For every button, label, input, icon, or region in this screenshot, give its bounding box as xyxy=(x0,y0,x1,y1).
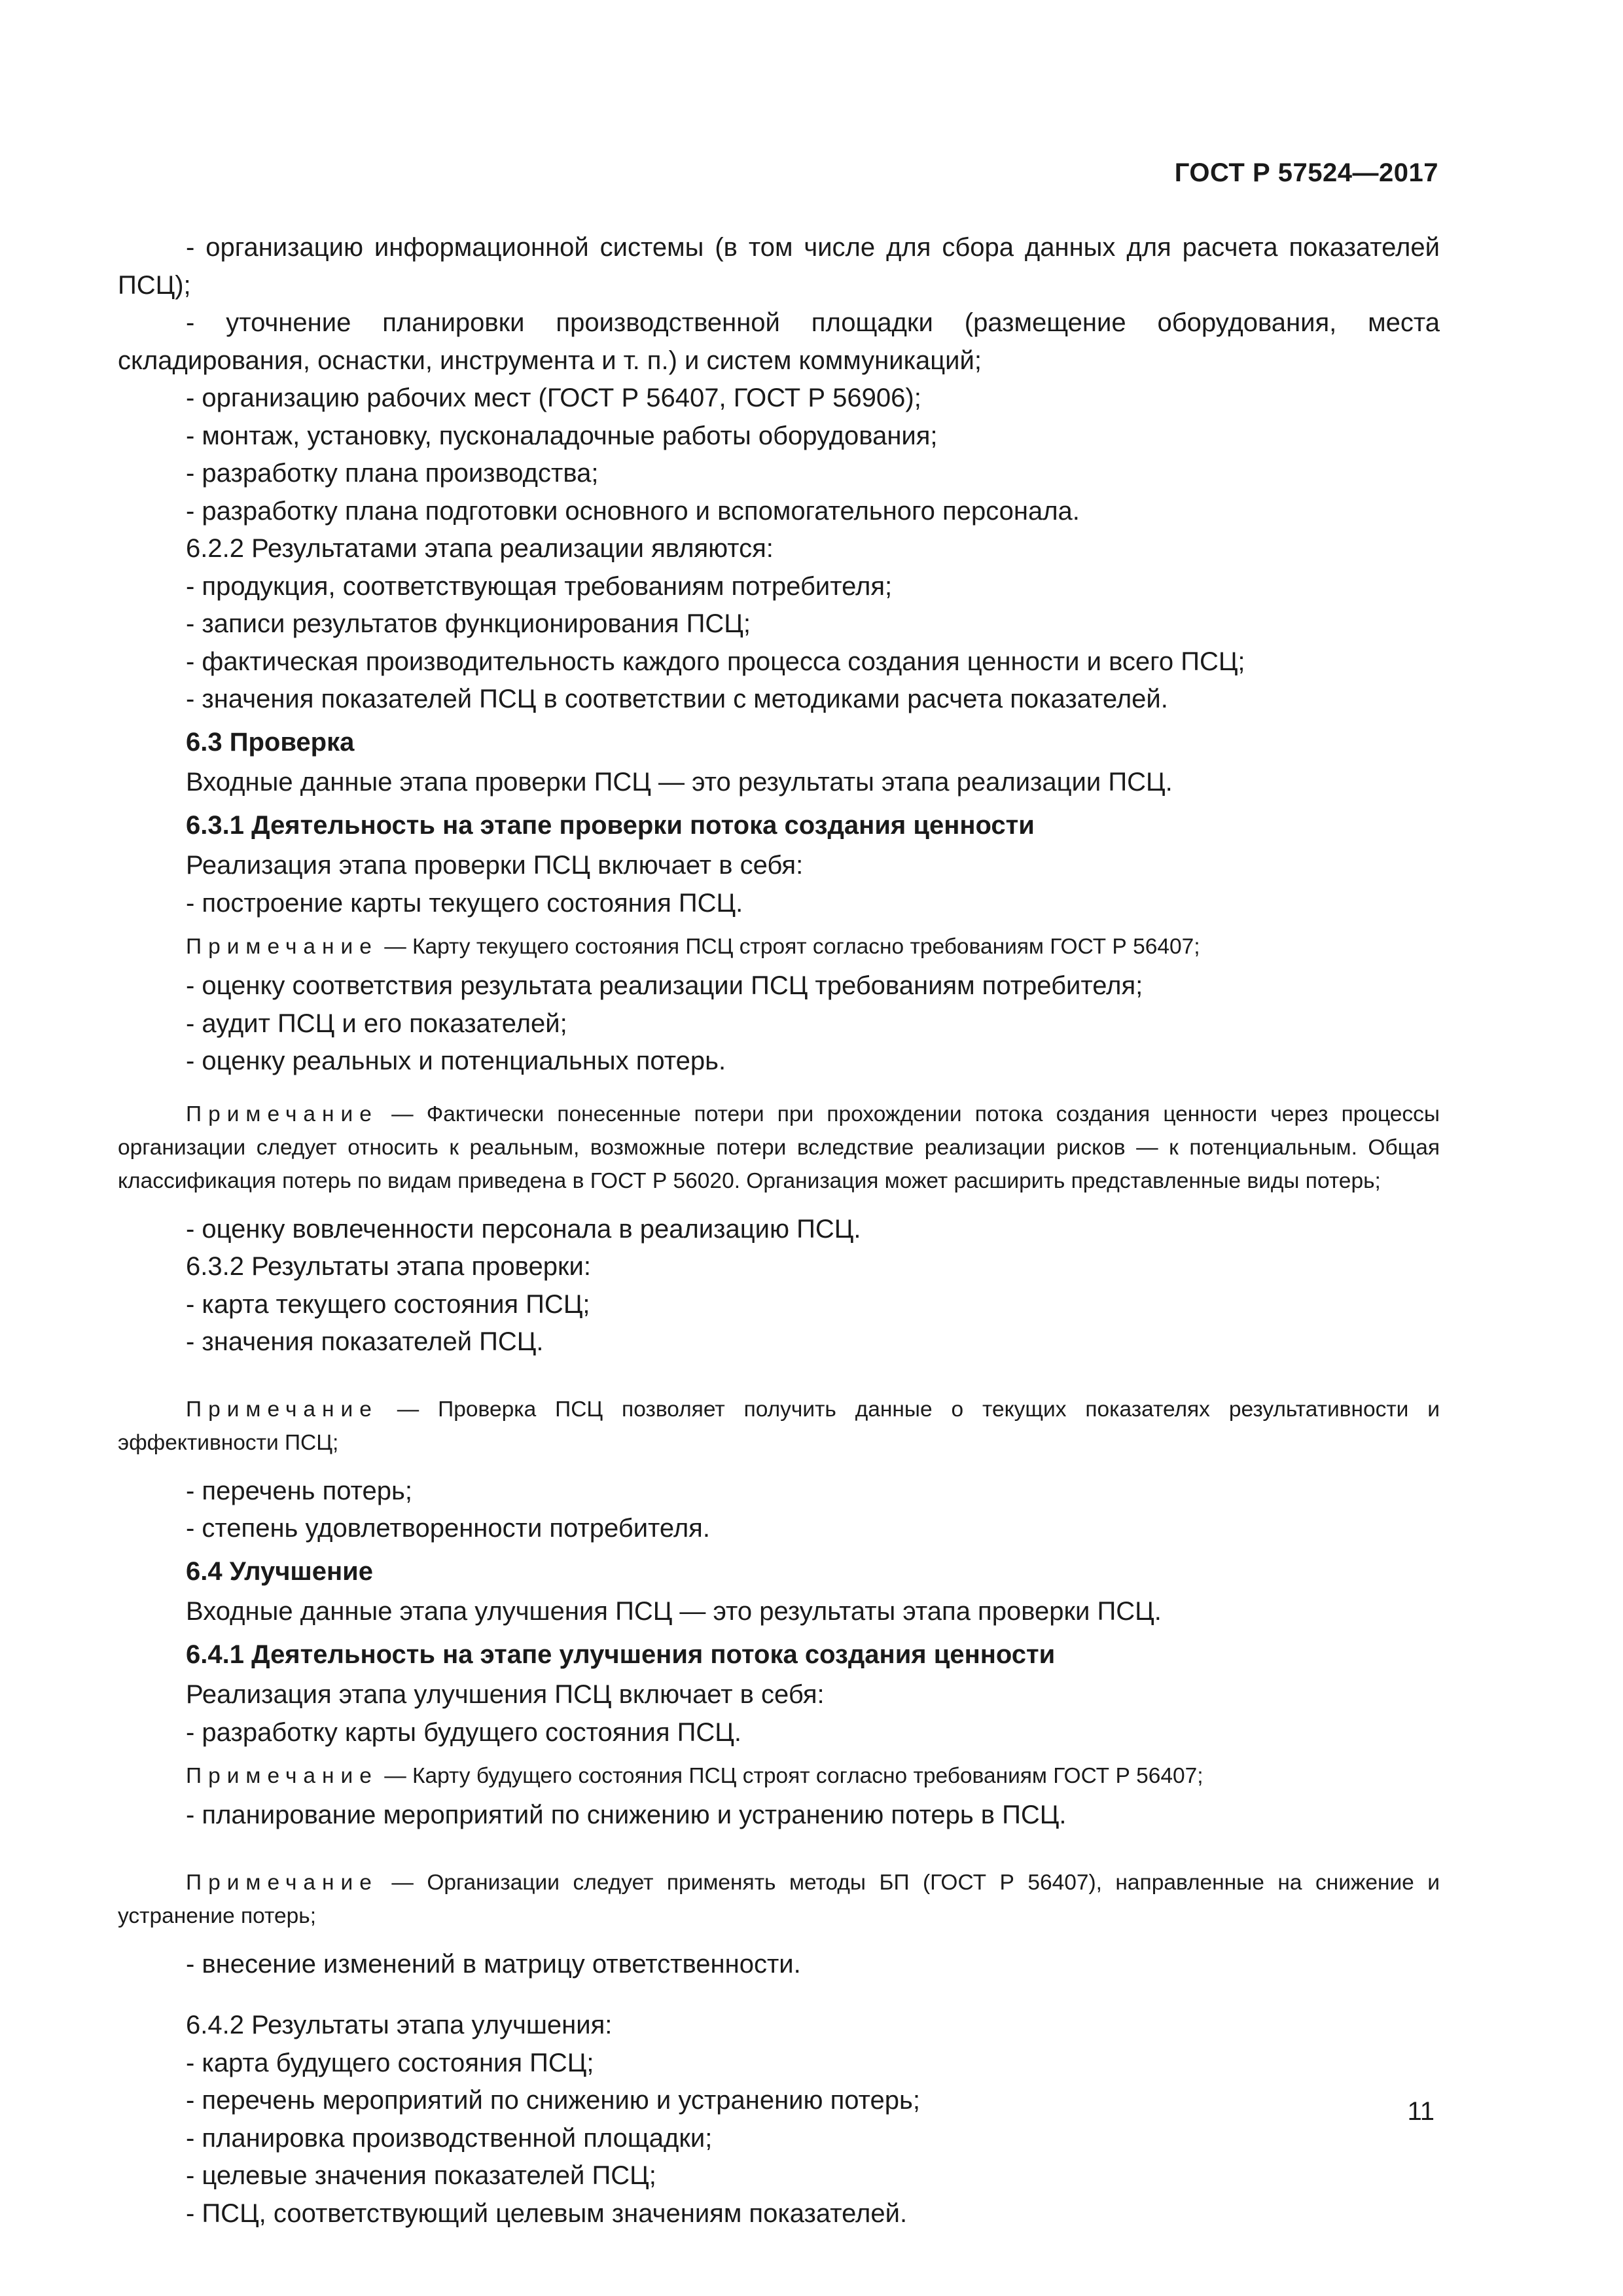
list-item: - степень удовлетворенности потребителя. xyxy=(186,1514,710,1543)
spacer xyxy=(118,1202,1440,1211)
note xyxy=(118,1866,1440,1933)
list-item: - внесение изменений в матрицу ответственности. xyxy=(186,1949,801,1979)
list-item: - разработку карты будущего состояния ПСЦ. xyxy=(186,1717,741,1747)
list-item: - организацию информационной системы (в том числе для сбора данных для расчета показателей ПСЦ); xyxy=(118,233,1440,300)
note-text: — Организации следует применять методы БП (ГОСТ Р 56407), направленные на снижение и устранение потерь; xyxy=(118,1870,1440,1928)
section-heading-6-3-1: 6.3.1 Деятельность на этапе проверки потока создания ценности xyxy=(186,810,1035,840)
list-item: - значения показателей ПСЦ в соответствии с методиками расчета показателей. xyxy=(186,685,1168,713)
note xyxy=(118,1098,1440,1198)
note xyxy=(118,930,1440,963)
list-item: - карта будущего состояния ПСЦ; xyxy=(186,2048,594,2077)
note-label: Примечание xyxy=(186,1102,378,1126)
note-label: Примечание xyxy=(186,1764,378,1788)
spacer xyxy=(118,1983,1440,2007)
list-item: - аудит ПСЦ и его показателей; xyxy=(186,1009,567,1038)
list-item: - построение карты текущего состояния ПСЦ. xyxy=(186,888,743,918)
paragraph: Реализация этапа улучшения ПСЦ включает в себя: xyxy=(186,1680,825,1709)
clause-6-4-2: 6.4.2 Результаты этапа улучшения: xyxy=(186,2011,613,2039)
list-item: - значения показателей ПСЦ. xyxy=(186,1327,544,1356)
page-number: 11 xyxy=(1407,2097,1435,2126)
list-item: - целевые значения показателей ПСЦ; xyxy=(186,2161,656,2190)
spacer xyxy=(118,1937,1440,1946)
list-item: - планировка производственной площадки; xyxy=(186,2123,713,2153)
list-item: - перечень мероприятий по снижению и устранению потерь; xyxy=(186,2086,920,2115)
clause-6-2-2: 6.2.2 Результатами этапа реализации являются: xyxy=(186,534,774,563)
list-item: - записи результатов функционирования ПСЦ; xyxy=(186,609,751,638)
list-item: - карта текущего состояния ПСЦ; xyxy=(186,1289,590,1319)
section-heading-6-4-1: 6.4.1 Деятельность на этапе улучшения потока создания ценности xyxy=(186,1640,1056,1669)
note-label: Примечание xyxy=(186,1397,378,1422)
clause-6-3-2: 6.3.2 Результаты этапа проверки: xyxy=(186,1252,591,1281)
note xyxy=(118,1759,1440,1793)
list-item: - оценку реальных и потенциальных потерь. xyxy=(186,1047,726,1075)
spacer xyxy=(118,1835,1440,1858)
list-item: - фактическая производительность каждого процесса создания ценности и всего ПСЦ; xyxy=(186,647,1245,676)
paragraph: Входные данные этапа проверки ПСЦ — это результаты этапа реализации ПСЦ. xyxy=(186,768,1173,797)
list-item: - монтаж, установку, пусконаладочные работы оборудования; xyxy=(186,421,938,450)
note-text: — Карту текущего состояния ПСЦ строят согласно требованиям ГОСТ Р 56407; xyxy=(378,935,1200,959)
list-item: - разработку плана производства; xyxy=(186,459,599,488)
note-text: — Карту будущего состояния ПСЦ строят согласно требованиям ГОСТ Р 56407; xyxy=(378,1764,1204,1788)
list-item: - оценку вовлеченности персонала в реализацию ПСЦ. xyxy=(186,1214,861,1244)
document-code-header: ГОСТ Р 57524—2017 xyxy=(1174,158,1438,187)
list-item: - уточнение планировки производственной площадки (размещение оборудования, места складирования, оснастки, инструмента и т. п.) и систем коммуникаций; xyxy=(118,308,1440,375)
section-heading-6-4: 6.4 Улучшение xyxy=(186,1556,374,1586)
spacer xyxy=(118,1361,1440,1385)
note-text: — Фактически понесенные потери при прохождении потока создания ценности через процессы организации следует относить к реальным, возможные потери вследствие реализации рисков — к потенциальным. Общая классификация потерь по видам приведена в ГОСТ Р 56020. Организация может расширить представленные виды потерь; xyxy=(118,1102,1440,1193)
note-text: — Проверка ПСЦ позволяет получить данные о текущих показателях результативности и эффективности ПСЦ; xyxy=(118,1397,1440,1455)
list-item: - организацию рабочих мест (ГОСТ Р 56407, ГОСТ Р 56906); xyxy=(186,384,921,412)
list-item: - перечень потерь; xyxy=(186,1476,412,1505)
spacer xyxy=(118,1081,1440,1090)
spacer xyxy=(118,1463,1440,1473)
note-label: Примечание xyxy=(186,935,378,959)
section-heading-6-3: 6.3 Проверка xyxy=(186,727,355,757)
page-content xyxy=(118,229,1440,2233)
list-item: - оценку соответствия результата реализации ПСЦ требованиям потребителя; xyxy=(186,971,1143,1000)
note-label: Примечание xyxy=(186,1870,378,1895)
list-item: - продукция, соответствующая требованиям потребителя; xyxy=(186,571,893,601)
list-item: - разработку плана подготовки основного и вспомогательного персонала. xyxy=(186,496,1080,526)
note xyxy=(118,1393,1440,1460)
paragraph: Реализация этапа проверки ПСЦ включает в себя: xyxy=(186,851,804,880)
paragraph: Входные данные этапа улучшения ПСЦ — это результаты этапа проверки ПСЦ. xyxy=(186,1597,1162,1626)
list-item: - ПСЦ, соответствующий целевым значениям показателей. xyxy=(186,2198,908,2228)
list-item: - планирование мероприятий по снижению и устранению потерь в ПСЦ. xyxy=(186,1801,1067,1829)
